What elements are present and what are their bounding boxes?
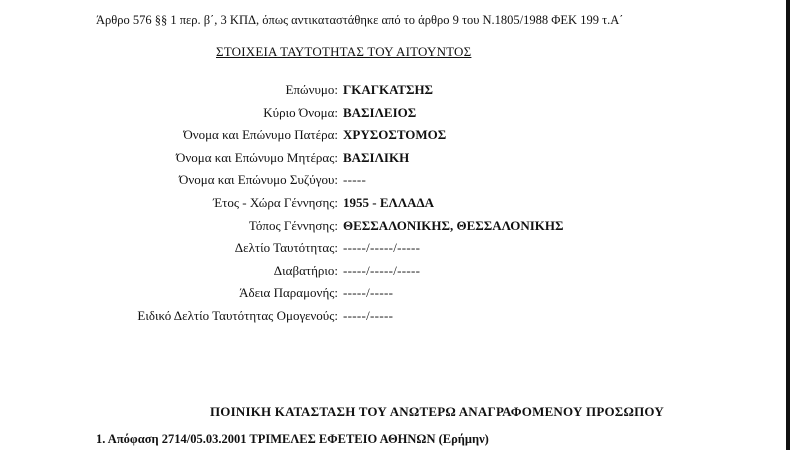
- field-label: Όνομα και Επώνυμο Συζύγου:: [178, 172, 338, 188]
- field-label: Ειδικό Δελτίο Ταυτότητας Ομογενούς:: [137, 307, 338, 323]
- field-label: Άδεια Παραμονής:: [239, 285, 338, 301]
- field-value: -----/-----/-----: [343, 262, 421, 278]
- scan-edge-border: [786, 0, 790, 450]
- field-label: Διαβατήριο:: [273, 262, 338, 278]
- decision-entry: 1. Απόφαση 2714/05.03.2001 ΤΡΙΜΕΛΕΣ ΕΦΕΤΕΙΟ ΑΘΗΝΩΝ (Ερήμην): [96, 432, 489, 446]
- field-mother-name: [0, 150, 790, 173]
- field-spouse-name: [0, 172, 790, 195]
- field-label: Όνομα και Επώνυμο Μητέρας:: [176, 149, 338, 165]
- field-label: Έτος - Χώρα Γέννησης:: [213, 194, 338, 210]
- field-value: ΒΑΣΙΛΙΚΗ: [343, 149, 410, 165]
- field-first-name: [0, 105, 790, 128]
- field-value: ΘΕΣΣΑΛΟΝΙΚΗΣ, ΘΕΣΣΑΛΟΝΙΚΗΣ: [343, 217, 564, 233]
- field-label: Επώνυμο:: [285, 82, 338, 97]
- field-value: -----/-----/-----: [343, 240, 421, 256]
- legal-reference-line: Άρθρο 576 §§ 1 περ. β΄, 3 ΚΠΔ, όπως αντικαταστάθηκε από το άρθρο 9 του Ν.1805/1988 ΦΕΚ 199 τ.Α΄: [96, 13, 624, 27]
- field-label: Τόπος Γέννησης:: [248, 217, 338, 233]
- field-value: -----/-----: [343, 307, 394, 323]
- field-value: ΧΡΥΣΟΣΤΟΜΟΣ: [343, 127, 447, 143]
- field-passport: [0, 263, 790, 286]
- criminal-record-title: ΠΟΙΝΙΚΗ ΚΑΤΑΣΤΑΣΗ ΤΟΥ ΑΝΩΤΕΡΩ ΑΝΑΓΡΑΦΟΜΕΝΟΥ ΠΡΟΣΩΠΟΥ: [210, 404, 664, 419]
- field-residence-permit: [0, 285, 790, 308]
- field-father-name: [0, 127, 790, 150]
- identity-fields: [0, 82, 790, 331]
- field-birth-year-country: [0, 195, 790, 218]
- field-label: Όνομα και Επώνυμο Πατέρα:: [183, 127, 338, 143]
- field-special-id-card: [0, 308, 790, 331]
- field-id-card: [0, 240, 790, 263]
- field-birth-place: [0, 218, 790, 241]
- field-value: -----/-----: [343, 285, 394, 301]
- field-label: Κύριο Όνομα:: [263, 104, 338, 120]
- field-label: Δελτίο Ταυτότητας:: [234, 240, 338, 256]
- field-surname: [0, 82, 790, 105]
- field-value: 1955 - ΕΛΛΑΔΑ: [343, 194, 435, 210]
- field-value: ΓΚΑΓΚΑΤΣΗΣ: [343, 82, 434, 97]
- field-value: -----: [343, 172, 367, 188]
- field-value: ΒΑΣΙΛΕΙΟΣ: [343, 104, 417, 120]
- identity-section-title: ΣΤΟΙΧΕΙΑ ΤΑΥΤΟΤΗΤΑΣ ΤΟΥ ΑΙΤΟΥΝΤΟΣ: [216, 44, 472, 59]
